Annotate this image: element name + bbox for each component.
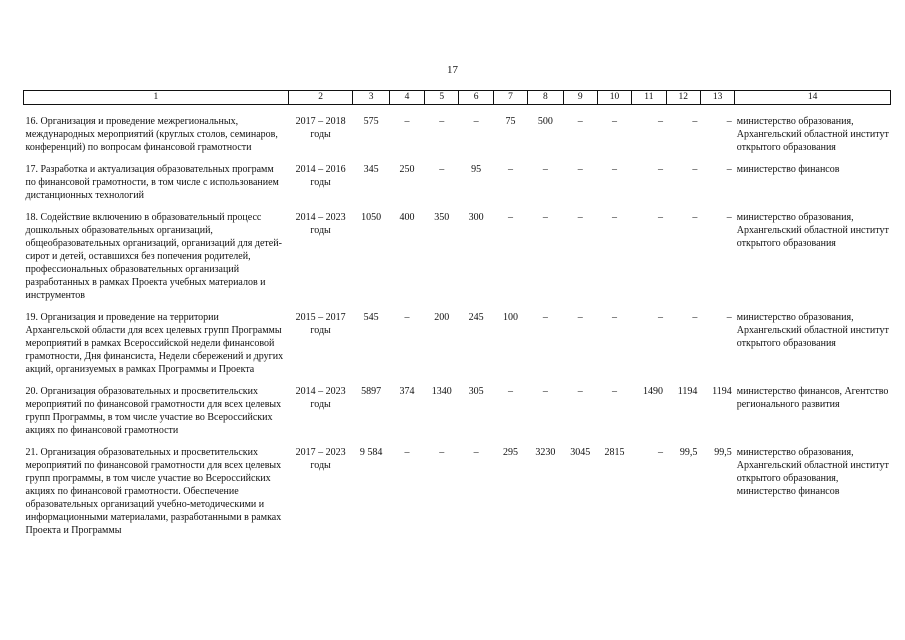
table-body [24,105,891,538]
funding-value-col-3: 575 [363,116,379,127]
funding-value-col-10: 2815 [604,447,625,458]
funding-value-col-9: – [577,164,583,175]
funding-value-col-8: 500 [537,116,553,127]
funding-value-col-5: 350 [434,212,450,223]
activity-period: 2017 – 2023 годы [295,447,346,471]
table-row [24,154,891,202]
funding-value-col-3: 545 [363,312,379,323]
column-header-8: 8 [528,91,563,105]
funding-value-col-4: – [404,447,410,458]
funding-value-col-7: – [507,164,513,175]
activity-period: 2014 – 2016 годы [295,164,346,188]
activity-period: 2015 – 2017 годы [295,312,346,336]
funding-value-col-12: – [692,116,698,127]
activity-executor: министерство образования, Архангельский областной институт открытого образования [736,312,889,349]
activity-executor: министерство образования, Архангельский областной институт открытого образования [736,116,889,153]
activity-name: 16. Организация и проведение межрегиональных, международных мероприятий (круглых столов, семинаров, конференций) по вопросам финансовой грамотности [25,116,278,153]
funding-value-col-11: – [658,212,664,223]
column-header-11: 11 [632,91,666,105]
column-header-14: 14 [735,91,891,105]
funding-value-col-8: – [542,164,548,175]
table-row [24,302,891,376]
funding-value-col-11: – [658,116,664,127]
activity-name: 17. Разработка и актуализация образовательных программ по финансовой грамотности, в том числе с использованием дистанционных технологий [25,164,279,201]
column-header-4: 4 [389,91,424,105]
column-header-2: 2 [288,91,353,105]
column-header-6: 6 [459,91,493,105]
funding-value-col-6: 305 [468,386,484,397]
funding-value-col-7: – [507,386,513,397]
funding-value-col-9: – [577,116,583,127]
table-row [24,437,891,537]
activity-period: 2017 – 2018 годы [295,116,346,140]
column-number-row [24,91,891,105]
funding-value-col-7: – [507,212,513,223]
funding-value-col-10: – [612,164,618,175]
funding-value-col-3: 5897 [361,386,382,397]
funding-value-col-12: – [692,312,698,323]
table-row [24,105,891,155]
funding-value-col-8: – [542,312,548,323]
funding-value-col-9: 3045 [570,447,591,458]
activity-executor: министерство образования, Архангельский областной институт открытого образования, министерство финансов [736,447,889,497]
funding-value-col-6: 245 [468,312,484,323]
funding-value-col-11: – [658,447,664,458]
activity-name: 19. Организация и проведение на территории Архангельской области для всех целевых групп Программы мероприятий в рамках Всероссийской недели финансовой грамотности, Дня финансиста, Недели сбережений и других акций, организуемых в рамках Программы и Проекта [25,312,284,375]
funding-value-col-9: – [577,312,583,323]
funding-value-col-5: – [439,116,445,127]
funding-value-col-11: – [658,164,664,175]
funding-value-col-8: 3230 [535,447,556,458]
activity-executor: министерство образования, Архангельский областной институт открытого образования [736,212,889,249]
funding-value-col-12: 99,5 [679,447,698,458]
funding-value-col-4: 400 [399,212,415,223]
table-row [24,202,891,302]
funding-value-col-13: – [726,212,732,223]
funding-value-col-5: – [439,447,445,458]
column-header-12: 12 [666,91,700,105]
funding-value-col-6: 95 [471,164,482,175]
column-header-10: 10 [597,91,631,105]
activity-executor: министерство финансов, Агентство регионального развития [736,386,889,410]
column-header-1: 1 [24,91,289,105]
page-number: 17 [447,64,458,76]
funding-value-col-10: – [612,312,618,323]
funding-value-col-6: – [473,447,479,458]
funding-value-col-5: 200 [434,312,450,323]
funding-value-col-13: 1194 [712,386,732,397]
funding-value-col-6: – [473,116,479,127]
activity-name: 18. Содействие включению в образовательный процесс дошкольных образовательных организаций, общеобразовательных организаций, организаций для детей-сирот и детей, оставшихся без попечения родителей, профессиональных образовательных организаций разработанных в рамках Проекта учебных материалов и инструментов [25,212,282,301]
funding-value-col-11: – [658,312,664,323]
funding-value-col-5: – [439,164,445,175]
table-row [24,376,891,437]
funding-value-col-3: 345 [363,164,379,175]
funding-value-col-12: – [692,164,698,175]
funding-value-col-7: 75 [505,116,516,127]
funding-value-col-9: – [577,386,583,397]
funding-value-col-13: – [726,164,732,175]
funding-value-col-13: – [726,116,732,127]
program-activities-table [23,90,891,537]
funding-value-col-13: 99,5 [714,447,732,458]
funding-value-col-4: – [404,116,410,127]
funding-value-col-6: 300 [468,212,484,223]
column-header-5: 5 [425,91,459,105]
activity-period: 2014 – 2023 годы [295,212,346,236]
column-header-9: 9 [563,91,597,105]
funding-value-col-7: 295 [502,447,518,458]
funding-value-col-12: 1194 [677,386,698,397]
funding-value-col-4: 250 [399,164,415,175]
funding-value-col-13: – [726,312,732,323]
funding-value-col-8: – [542,386,548,397]
funding-value-col-4: – [404,312,410,323]
funding-value-col-10: – [612,116,618,127]
funding-value-col-11: 1490 [643,386,664,397]
funding-value-col-5: 1340 [431,386,452,397]
activity-name: 21. Организация образовательных и просветительских мероприятий по финансовой грамотности для всех целевых групп программы, в том числе участие во Всероссийских акциях по финансовой грамотности. Обеспечение образовательных организаций учебно-методическими и информационными материалами, разработанными в рамках Проекта и Программы [25,447,282,536]
column-header-7: 7 [493,91,527,105]
funding-value-col-3: 9 584 [359,447,383,458]
activity-executor: министерство финансов [736,164,840,175]
funding-value-col-9: – [577,212,583,223]
column-header-3: 3 [353,91,389,105]
funding-value-col-3: 1050 [361,212,382,223]
funding-value-col-4: 374 [399,386,415,397]
column-header-13: 13 [700,91,734,105]
funding-value-col-12: – [692,212,698,223]
activity-name: 20. Организация образовательных и просветительских мероприятий по финансовой грамотности для всех целевых групп Программы, в том числе участие во Всероссийских акциях по финансовой грамотности [25,386,282,436]
funding-value-col-8: – [542,212,548,223]
activity-period: 2014 – 2023 годы [295,386,346,410]
funding-value-col-10: – [612,386,618,397]
funding-value-col-7: 100 [502,312,518,323]
funding-value-col-10: – [612,212,618,223]
